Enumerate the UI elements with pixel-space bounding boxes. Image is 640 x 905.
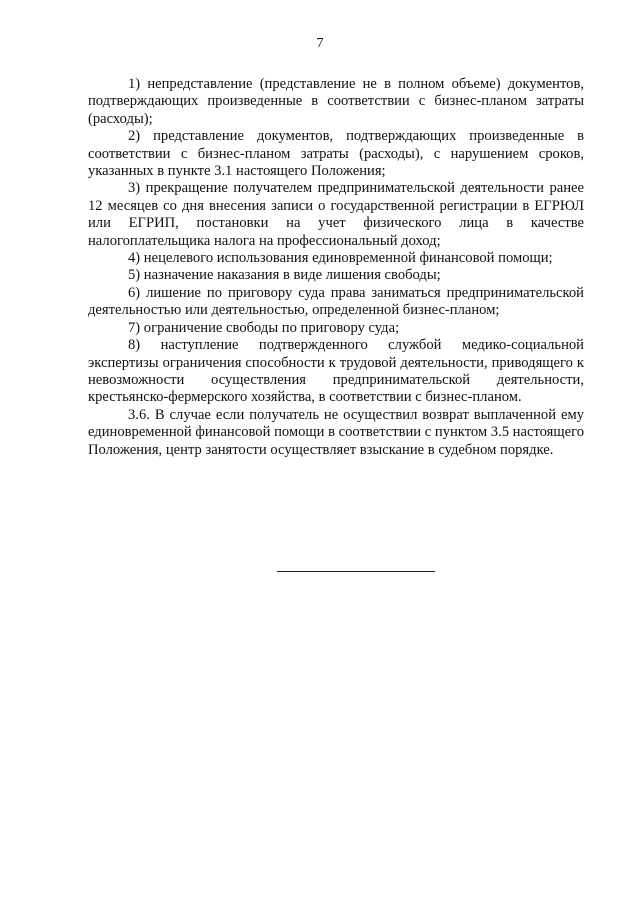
document-body bbox=[88, 76, 584, 459]
list-item-6-deprivation-of-right: 6) лишение по приговору суда права заниматься предпринимательской деятельностью или деятельностью, определенной бизнес-планом; bbox=[88, 284, 584, 319]
end-of-document-rule bbox=[277, 571, 435, 572]
list-item-1-nonsubmission: 1) непредставление (представление не в полном объеме) документов, подтверждающих произведенные в соответствии с бизнес-планом затраты (расходы); bbox=[88, 76, 584, 127]
list-item-2-late-submission: 2) представление документов, подтверждающих произведенные в соответствии с бизнес-планом затраты (расходы), с нарушением сроков, указанных в пункте 3.1 настоящего Положения; bbox=[88, 128, 584, 180]
list-item-5-imprisonment: 5) назначение наказания в виде лишения свободы; bbox=[128, 267, 441, 284]
page-number: 7 bbox=[316, 36, 324, 51]
list-item-7-restriction-of-freedom: 7) ограничение свободы по приговору суда; bbox=[128, 319, 400, 336]
list-item-8-disability: 8) наступление подтвержденного службой медико-социальной экспертизы ограничения способности к трудовой деятельности, приводящего к невозможности осуществления предпринимательской деятельности, крестьянско-фермерского хозяйства, в соответствии с бизнес-планом. bbox=[88, 337, 584, 406]
list-item-3-termination: 3) прекращение получателем предпринимательской деятельности ранее 12 месяцев со дня внесения записи о государственной регистрации в ЕГРЮЛ или ЕГРИП, постановки на учет физического лица в качестве налогоплательщика налога на профессиональный доход; bbox=[88, 180, 584, 249]
clause-3-6: 3.6. В случае если получатель не осуществил возврат выплаченной ему единовременной финансовой помощи в соответствии с пунктом 3.5 настоящего Положения, центр занятости осуществляет взыскание в судебном порядке. bbox=[88, 406, 585, 458]
list-item-4-misuse: 4) нецелевого использования единовременной финансовой помощи; bbox=[128, 250, 553, 267]
